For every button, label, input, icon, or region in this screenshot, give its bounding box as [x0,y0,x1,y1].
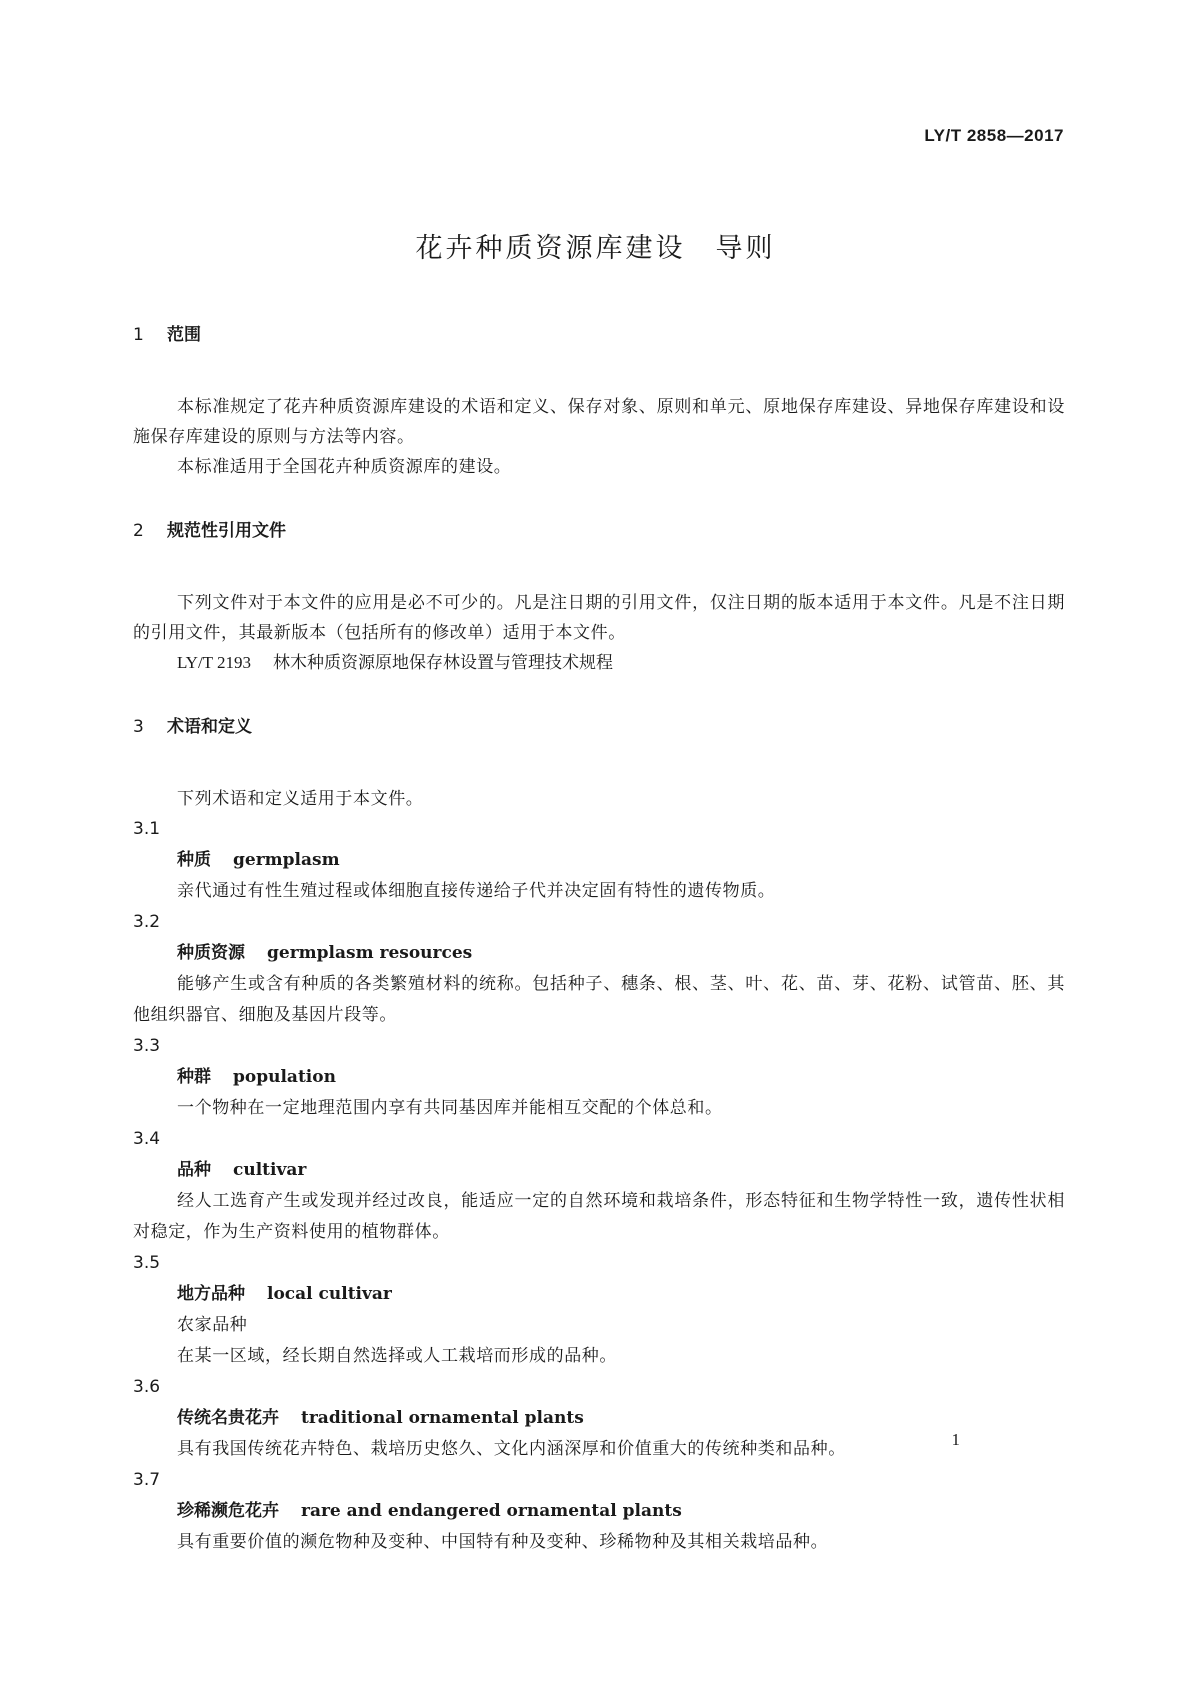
term-number: 3.6 [133,1377,161,1397]
term-entry [133,1403,1065,1434]
term-definition: 在某一区域，经长期自然选择或人工栽培而形成的品种。 [177,1346,617,1366]
term-definition: 具有重要价值的濒危物种及变种、中国特有种及变种、珍稀物种及其相关栽培品种。 [177,1532,829,1552]
term-en: rare and endangered ornamental plants [301,1501,682,1521]
term-entry [133,1496,1065,1527]
term-definition: 亲代通过有性生殖过程或体细胞直接传递给子代并决定固有特性的遗传物质。 [177,881,776,901]
standard-code: LY/T 2858—2017 [924,126,1064,145]
page-number: 1 [951,1430,960,1449]
section-number: 2 [133,521,144,541]
section-number: 1 [133,325,144,345]
paragraph: 下列术语和定义适用于本文件。 [177,789,424,809]
term-definition: 一个物种在一定地理范围内享有共同基因库并能相互交配的个体总和。 [177,1098,723,1118]
document-body [133,320,1065,1558]
term-definition: 具有我国传统花卉特色、栽培历史悠久、文化内涵深厚和价值重大的传统种类和品种。 [177,1439,846,1459]
term-zh: 品种 [177,1160,211,1180]
term-number: 3.7 [133,1470,161,1490]
term-entry [133,1062,1065,1093]
term-number: 3.2 [133,912,161,932]
section-1-heading [133,320,1065,350]
section-number: 3 [133,717,144,737]
term-number: 3.3 [133,1036,161,1056]
term-number: 3.4 [133,1129,161,1149]
term-zh: 种质 [177,850,211,870]
term-zh: 地方品种 [177,1284,245,1304]
paragraph: 下列文件对于本文件的应用是必不可少的。凡是注日期的引用文件，仅注日期的版本适用于本文件。凡是不注日期的引用文件，其最新版本（包括所有的修改单）适用于本文件。 [133,593,1065,643]
term-entry [133,1279,1065,1310]
term-entry [133,938,1065,969]
term-zh: 种质资源 [177,943,245,963]
term-en: cultivar [233,1160,307,1180]
section-title: 规范性引用文件 [167,521,286,541]
term-en: local cultivar [267,1284,392,1304]
term-en: traditional ornamental plants [301,1408,584,1428]
reference-code: LY/T 2193 [177,653,252,672]
term-definition: 经人工选育产生或发现并经过改良，能适应一定的自然环境和栽培条件，形态特征和生物学特性一致，遗传性状相对稳定，作为生产资料使用的植物群体。 [133,1191,1065,1242]
term-number: 3.5 [133,1253,161,1273]
term-en: germplasm [233,850,340,870]
term-entry [133,1155,1065,1186]
section-title: 术语和定义 [167,717,252,737]
term-definition: 能够产生或含有种质的各类繁殖材料的统称。包括种子、穗条、根、茎、叶、花、苗、芽、花粉、试管苗、胚、其他组织器官、细胞及基因片段等。 [133,974,1065,1025]
term-zh: 传统名贵花卉 [177,1408,279,1428]
reference-title: 林木种质资源原地保存林设置与管理技术规程 [273,653,614,673]
paragraph: 本标准适用于全国花卉种质资源库的建设。 [177,457,512,477]
section-3-heading [133,712,1065,742]
document-title: 花卉种质资源库建设 导则 [415,233,776,264]
term-zh: 珍稀濒危花卉 [177,1501,279,1521]
term-en: germplasm resources [267,943,473,963]
paragraph: 本标准规定了花卉种质资源库建设的术语和定义、保存对象、原则和单元、原地保存库建设、异地保存库建设和设施保存库建设的原则与方法等内容。 [133,397,1065,447]
term-number: 3.1 [133,819,161,839]
section-2-heading [133,516,1065,546]
term-synonym: 农家品种 [177,1315,248,1335]
normative-reference [133,648,1065,678]
term-entry [133,845,1065,876]
term-zh: 种群 [177,1067,211,1087]
section-title: 范围 [167,325,201,345]
term-en: population [233,1067,336,1087]
